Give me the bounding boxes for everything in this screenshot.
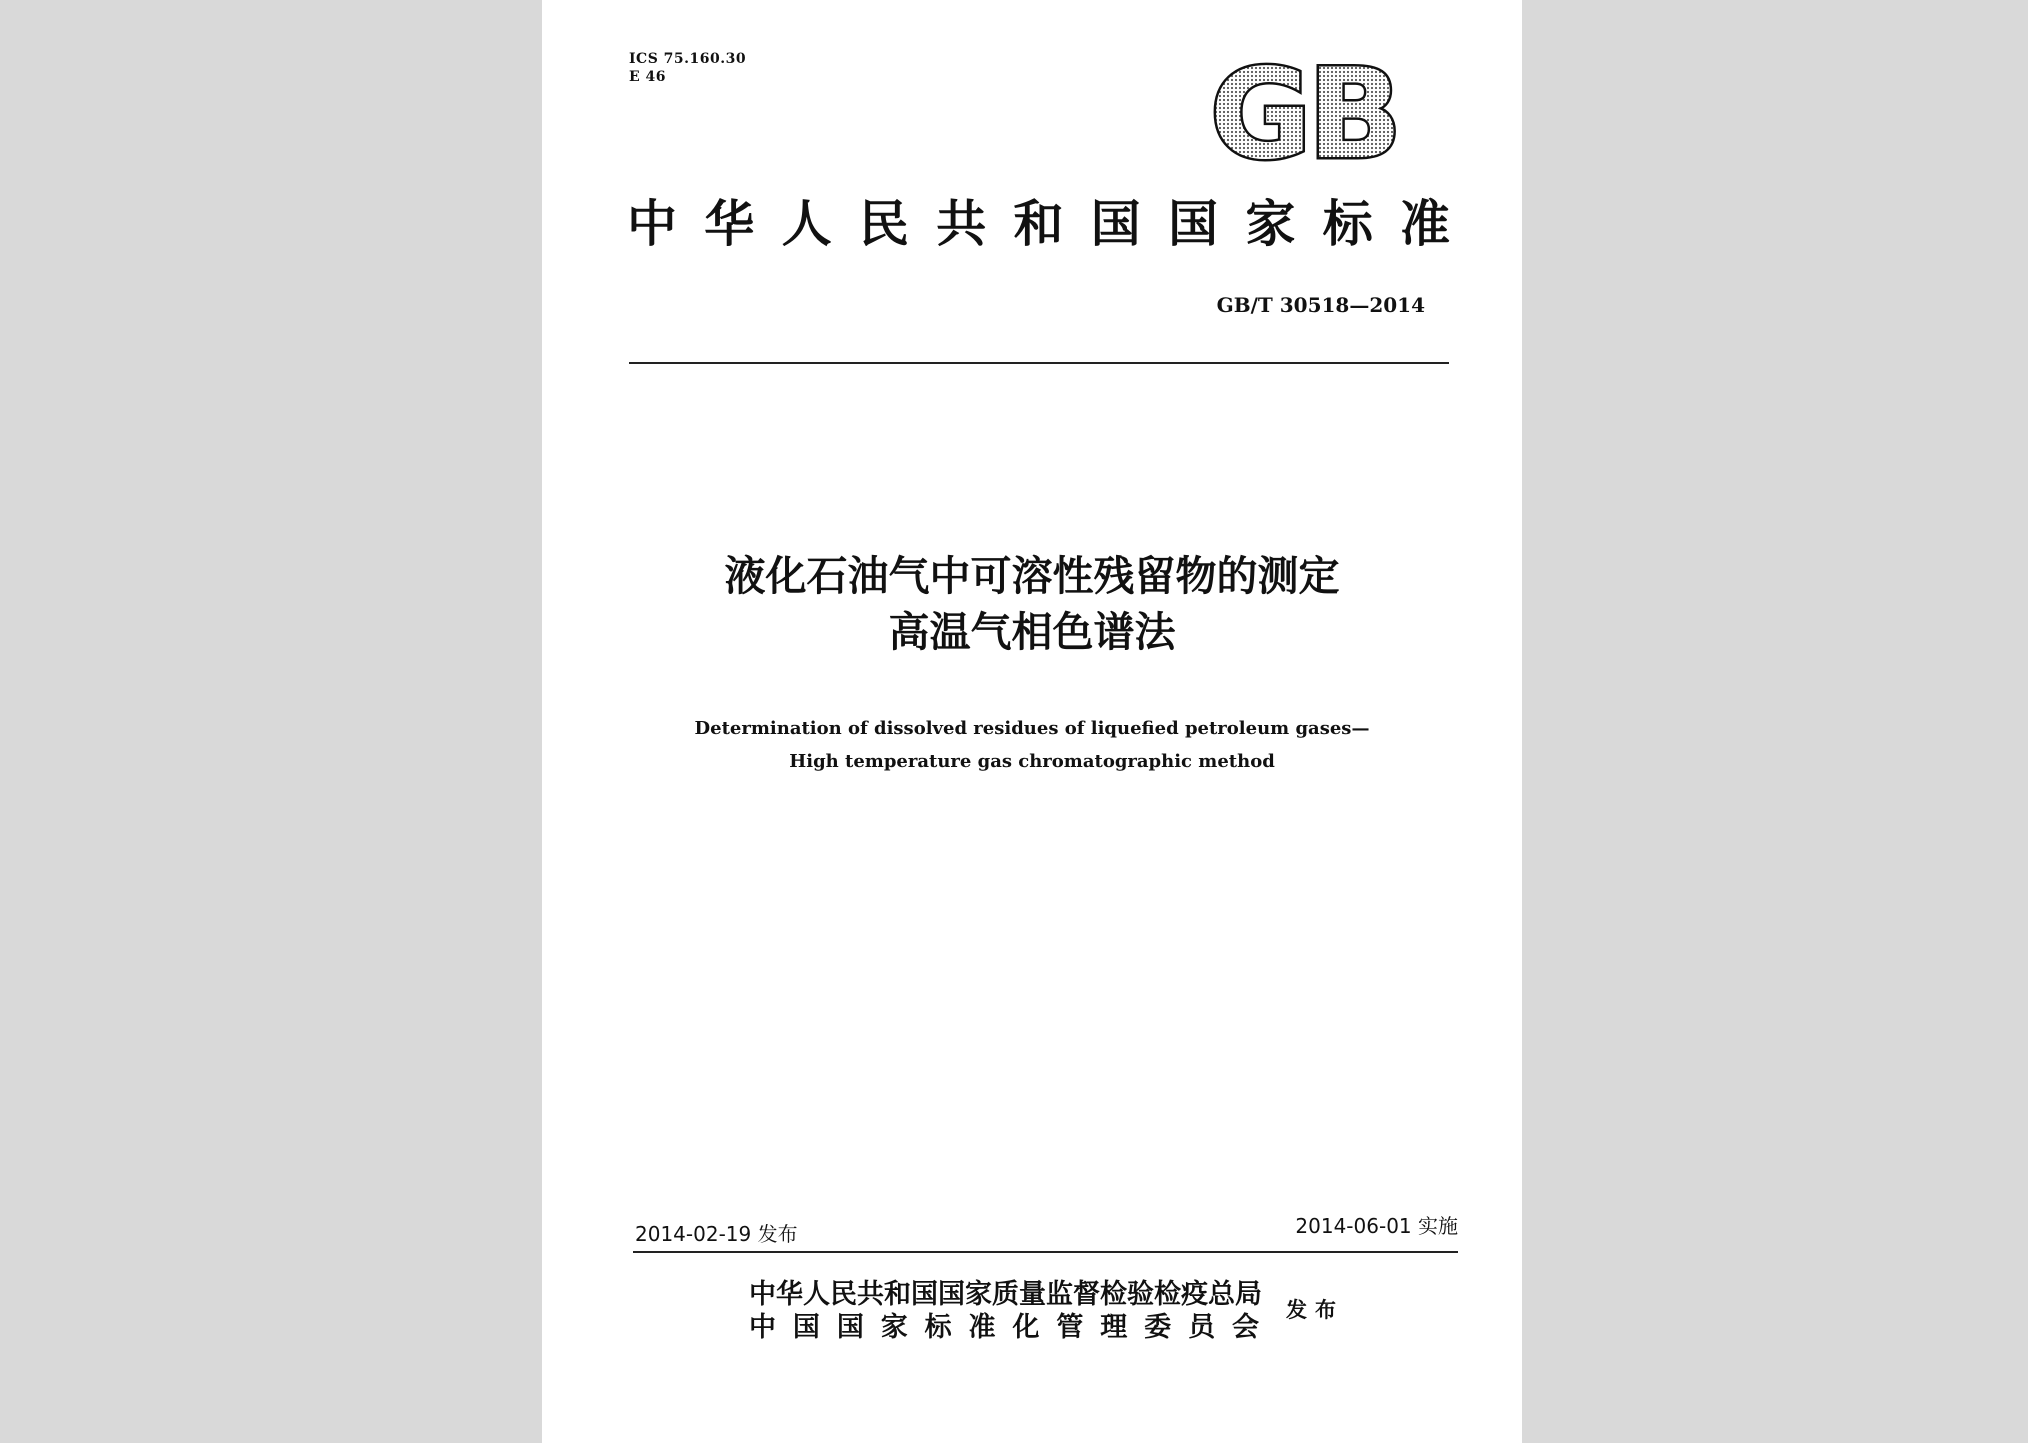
date-divider [633,1251,1458,1253]
gb-logo-text: GB [1209,58,1399,168]
classification-codes [629,50,746,86]
header-divider [629,362,1449,364]
english-title-line-1: Determination of dissolved residues of liquefied petroleum gases— [694,718,1370,739]
national-standard-heading: 中华人民共和国国家标准 [627,194,1450,253]
ics-code: ICS 75.160.30 [629,51,747,67]
standard-number: GB/T 30518—2014 [1216,293,1425,317]
gb-logo [1194,58,1414,168]
issuer-sac: 中国国家标准化管理委员会 [749,1312,1259,1343]
issue-date: 2014-02-19 发布 [635,1222,798,1246]
chinese-title [542,548,1522,660]
publish-label: 发布 [1286,1297,1344,1322]
chinese-title-line-1: 液化石油气中可溶性残留物的测定 [724,552,1340,600]
english-title [542,712,1522,778]
issuer-aqsiq: 中华人民共和国国家质量监督检验检疫总局 [749,1279,1262,1310]
ccs-code: E 46 [629,69,667,85]
document-page [542,0,1522,1443]
effective-date: 2014-06-01 实施 [1295,1214,1458,1238]
chinese-title-line-2: 高温气相色谱法 [888,608,1176,656]
english-title-line-2: High temperature gas chromatographic method [789,751,1275,772]
issuing-authorities [749,1278,1262,1344]
